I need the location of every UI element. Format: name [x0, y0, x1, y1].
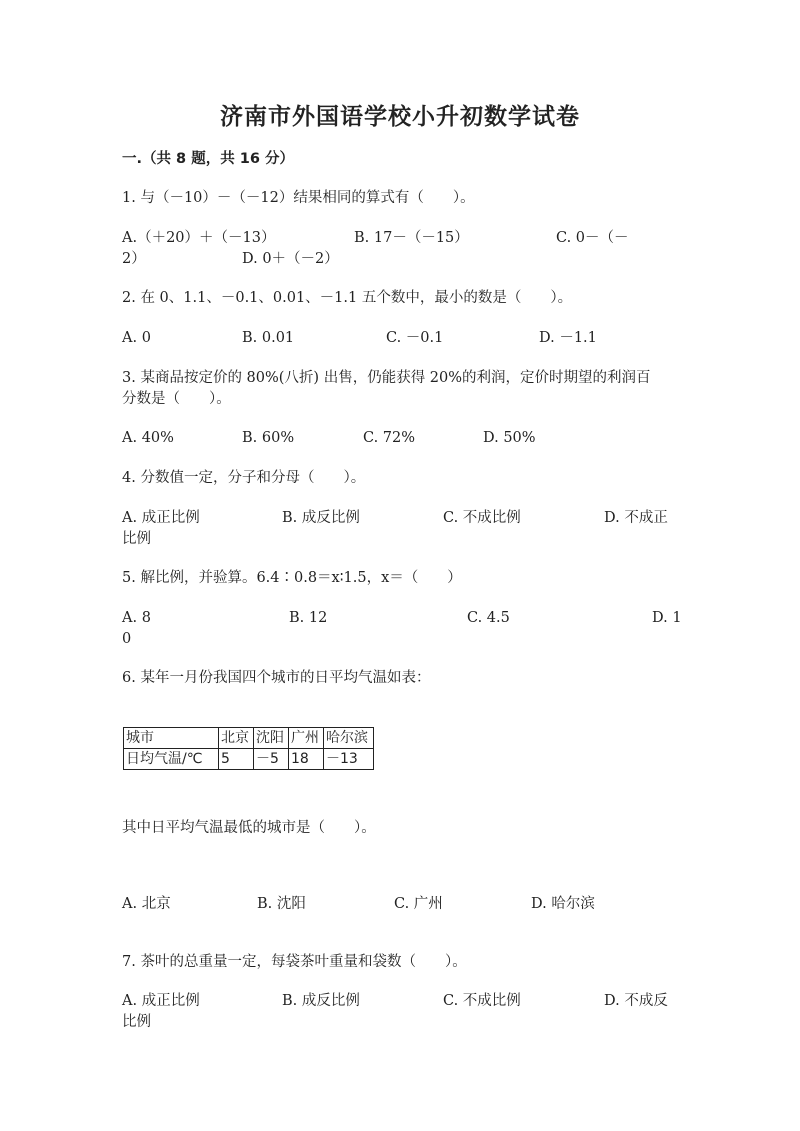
table-cell: －13: [324, 749, 374, 770]
question-5-stem: 5. 解比例，并验算。6.4∶0.8＝x∶1.5，x＝（ ）: [122, 570, 462, 586]
question-4-option-d: D. 不成正: [604, 510, 668, 526]
question-4-option-b: B. 成反比例: [282, 510, 360, 526]
question-5-option-c: C. 4.5: [467, 610, 510, 626]
question-4-stem: 4. 分数值一定，分子和分母（ ）。: [122, 470, 366, 486]
table-header-row: [124, 728, 374, 749]
table-cell: 北京: [219, 728, 254, 749]
question-1-option-c-wrap: 2）: [122, 251, 146, 267]
question-2-option-a: A. 0: [122, 330, 151, 346]
table-row: [124, 749, 374, 770]
question-1-stem: 1. 与（－10）－（－12）结果相同的算式有（ ）。: [122, 190, 475, 206]
table-cell: 18: [289, 749, 324, 770]
table-cell: 广州: [289, 728, 324, 749]
question-2-stem: 2. 在 0、1.1、－0.1、0.01、－1.1 五个数中，最小的数是（ ）。: [122, 290, 573, 306]
question-4-option-a: A. 成正比例: [122, 510, 200, 526]
question-7-option-d: D. 不成反: [604, 993, 668, 1009]
question-3-option-a: A. 40%: [122, 430, 174, 446]
question-2-option-d: D. －1.1: [539, 330, 597, 346]
question-3-option-b: B. 60%: [242, 430, 295, 446]
question-5-option-d-wrap: 0: [122, 631, 132, 647]
question-4-option-d-wrap: 比例: [122, 531, 151, 547]
question-6-question: 其中日平均气温最低的城市是（ ）。: [122, 820, 376, 836]
question-2-option-b: B. 0.01: [242, 330, 295, 346]
question-4-option-c: C. 不成比例: [443, 510, 521, 526]
table-cell: 日均气温/℃: [124, 749, 219, 770]
question-7-option-b: B. 成反比例: [282, 993, 360, 1009]
question-6-option-b: B. 沈阳: [257, 896, 306, 912]
question-1-option-c: C. 0－（－: [556, 230, 629, 246]
table-cell: 哈尔滨: [324, 728, 374, 749]
question-2-option-c: C. －0.1: [386, 330, 444, 346]
page-title: 济南市外国语学校小升初数学试卷: [220, 104, 580, 130]
question-3-stem-line2: 分数是（ ）。: [122, 391, 231, 407]
section-heading: 一.（共 8 题，共 16 分）: [122, 151, 294, 167]
question-7-option-c: C. 不成比例: [443, 993, 521, 1009]
table-cell: 5: [219, 749, 254, 770]
question-7-stem: 7. 茶叶的总重量一定，每袋茶叶重量和袋数（ ）。: [122, 954, 467, 970]
temperature-table: [123, 727, 374, 770]
table-cell: 城市: [124, 728, 219, 749]
question-5-option-d: D. 1: [652, 610, 682, 626]
table-cell: －5: [254, 749, 289, 770]
question-5-option-b: B. 12: [289, 610, 328, 626]
question-6-option-d: D. 哈尔滨: [531, 896, 595, 912]
question-3-option-d: D. 50%: [483, 430, 536, 446]
question-6-option-c: C. 广州: [394, 896, 443, 912]
question-5-option-a: A. 8: [122, 610, 151, 626]
question-7-option-d-wrap: 比例: [122, 1014, 151, 1030]
question-3-option-c: C. 72%: [363, 430, 416, 446]
question-1-option-b: B. 17－（－15）: [354, 230, 469, 246]
question-6-stem: 6. 某年一月份我国四个城市的日平均气温如表：: [122, 670, 431, 686]
question-3-stem-line1: 3. 某商品按定价的 80%(八折) 出售，仍能获得 20%的利润，定价时期望的利润百: [122, 370, 651, 386]
question-1-option-d: D. 0＋（－2）: [242, 251, 339, 267]
question-1-option-a: A.（＋20）＋（－13）: [122, 230, 276, 246]
question-6-option-a: A. 北京: [122, 896, 171, 912]
table-cell: 沈阳: [254, 728, 289, 749]
question-7-option-a: A. 成正比例: [122, 993, 200, 1009]
